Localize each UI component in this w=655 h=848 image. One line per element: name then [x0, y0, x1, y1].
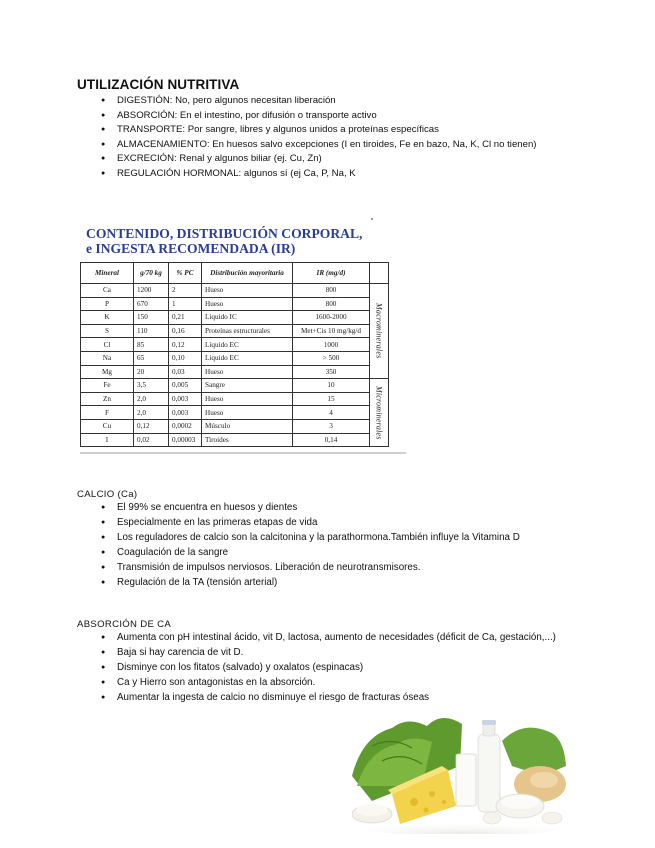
cell-ir: 1000 [293, 338, 370, 352]
cell-ir: > 500 [293, 351, 370, 365]
cell-ir: 10 [293, 379, 370, 393]
cell-grams: 20 [134, 365, 169, 379]
calcio-list [95, 501, 573, 590]
cell-mineral: Fe [81, 379, 134, 393]
cell-grams: 3,5 [134, 379, 169, 393]
col-header-percent: % PC [169, 263, 202, 284]
cell-ir: Met+Cis 10 mg/kg/d [293, 324, 370, 338]
cell-grams: 0,12 [134, 419, 169, 433]
cell-grams: 110 [134, 324, 169, 338]
cell-distribution: Líquido EC [202, 338, 293, 352]
table-image-title [86, 227, 362, 257]
group-macrominerales [370, 284, 389, 379]
cell-distribution: Sangre [202, 379, 293, 393]
cell-percent: 0,005 [169, 379, 202, 393]
cell-percent: 0,10 [169, 351, 202, 365]
minerals-table [80, 262, 389, 447]
cell-distribution: Músculo [202, 419, 293, 433]
list-item: ● Disminye con los fitatos (salvado) y oxalatos (espinacas) [95, 661, 565, 676]
list-item: ● Coagulación de la sangre [95, 546, 573, 561]
list-item: ● Regulación de la TA (tensión arterial) [95, 576, 573, 591]
table-row [81, 433, 389, 447]
image-speck [371, 218, 373, 220]
cell-ir: 800 [293, 297, 370, 311]
cell-ir: 350 [293, 365, 370, 379]
cell-grams: 1200 [134, 284, 169, 298]
list-item: ● REGULACIÓN HORMONAL: algunos sí (ej Ca, P, Na, K [95, 167, 565, 182]
col-header-distribution: Distribución mayoritaria [202, 263, 293, 284]
section-heading-calcio: CALCIO (Ca) [77, 489, 138, 500]
cell-mineral: Ca [81, 284, 134, 298]
cell-percent: 1 [169, 297, 202, 311]
cell-distribution: Hueso [202, 406, 293, 420]
col-header-ir: IR (mg/d) [293, 263, 370, 284]
list-item: ● Aumenta con pH intestinal ácido, vit D, lactosa, aumento de necesidades (déficit de Ca, gestación,...) [95, 631, 565, 646]
group-label: Microminerales [374, 385, 384, 440]
cell-grams: 2,0 [134, 392, 169, 406]
cell-mineral: Mg [81, 365, 134, 379]
cell-percent: 0,003 [169, 392, 202, 406]
cell-ir: 1600-2000 [293, 311, 370, 325]
table-image-edge [80, 452, 406, 454]
table-row [81, 311, 389, 325]
table-row [81, 297, 389, 311]
dairy-food-photo [352, 706, 566, 834]
cell-mineral: S [81, 324, 134, 338]
cell-percent: 2 [169, 284, 202, 298]
list-item: ● ABSORCIÓN: En el intestino, por difusión o transporte activo [95, 109, 565, 124]
cell-distribution: Hueso [202, 297, 293, 311]
list-item: ● Transmisión de impulsos nerviosos. Liberación de neurotransmisores. [95, 561, 573, 576]
cell-mineral: Zn [81, 392, 134, 406]
table-title-line1: CONTENIDO, DISTRIBUCIÓN CORPORAL, [86, 226, 363, 241]
cell-percent: 0,21 [169, 311, 202, 325]
table-row [81, 379, 389, 393]
col-header-grams: g/70 kg [134, 263, 169, 284]
list-item: ● EXCRECIÓN: Renal y algunos biliar (ej. Cu, Zn) [95, 152, 565, 167]
table-row [81, 351, 389, 365]
cell-distribution: Líquido IC [202, 311, 293, 325]
list-item: ● Especialmente en las primeras etapas de vida [95, 516, 573, 531]
utilizacion-list [95, 94, 565, 182]
cell-ir: 0,14 [293, 433, 370, 447]
cell-mineral: Cu [81, 419, 134, 433]
cell-distribution: Hueso [202, 392, 293, 406]
list-item: ● El 99% se encuentra en huesos y dientes [95, 501, 573, 516]
list-item: ● Los reguladores de calcio son la calcitonina y la parathormona.También influye la Vitamina D [95, 531, 573, 546]
cell-mineral: Cl [81, 338, 134, 352]
cell-grams: 65 [134, 351, 169, 365]
list-item: ● Aumentar la ingesta de calcio no disminuye el riesgo de fracturas óseas [95, 691, 565, 706]
section-heading-utilizacion: UTILIZACIÓN NUTRITIVA [77, 77, 240, 92]
cell-mineral: F [81, 406, 134, 420]
cell-grams: 2,0 [134, 406, 169, 420]
cell-distribution: Proteínas estructurales [202, 324, 293, 338]
cell-mineral: P [81, 297, 134, 311]
cell-distribution: Tiroides [202, 433, 293, 447]
table-row [81, 419, 389, 433]
group-label: Macrominerales [374, 303, 384, 359]
group-microminerales [370, 379, 389, 447]
cell-distribution: Hueso [202, 284, 293, 298]
list-item: ● ALMACENAMIENTO: En huesos salvo excepciones (I en tiroides, Fe en bazo, Na, K, Cl no tienen) [95, 138, 565, 153]
col-header-group [370, 263, 389, 284]
cell-grams: 670 [134, 297, 169, 311]
cell-mineral: I [81, 433, 134, 447]
cell-percent: 0,12 [169, 338, 202, 352]
cell-mineral: Na [81, 351, 134, 365]
list-item: ● TRANSPORTE: Por sangre, libres y algunos unidos a proteínas específicas [95, 123, 565, 138]
cell-percent: 0,003 [169, 406, 202, 420]
table-row [81, 365, 389, 379]
col-header-mineral: Mineral [81, 263, 134, 284]
cell-percent: 0,0002 [169, 419, 202, 433]
absorcion-list [95, 631, 565, 706]
list-item: ● Baja si hay carencia de vit D. [95, 646, 565, 661]
cell-grams: 85 [134, 338, 169, 352]
table-header-row [81, 263, 389, 284]
cell-percent: 0,03 [169, 365, 202, 379]
table-title-line2: e INGESTA RECOMENDADA (IR) [86, 240, 296, 256]
cell-ir: 3 [293, 419, 370, 433]
cell-percent: 0,16 [169, 324, 202, 338]
cell-grams: 0,02 [134, 433, 169, 447]
cell-ir: 800 [293, 284, 370, 298]
cell-distribution: Hueso [202, 365, 293, 379]
table-row [81, 324, 389, 338]
table-row [81, 406, 389, 420]
cell-grams: 150 [134, 311, 169, 325]
table-row [81, 392, 389, 406]
list-item: ● Ca y Hierro son antagonistas en la absorción. [95, 676, 565, 691]
cell-ir: 4 [293, 406, 370, 420]
cell-percent: 0,00003 [169, 433, 202, 447]
cell-ir: 15 [293, 392, 370, 406]
cell-distribution: Líquido EC [202, 351, 293, 365]
cell-mineral: K [81, 311, 134, 325]
section-heading-absorcion: ABSORCIÓN DE CA [77, 619, 172, 630]
table-row [81, 284, 389, 298]
list-item: ● DIGESTIÓN: No, pero algunos necesitan liberación [95, 94, 565, 109]
table-row [81, 338, 389, 352]
